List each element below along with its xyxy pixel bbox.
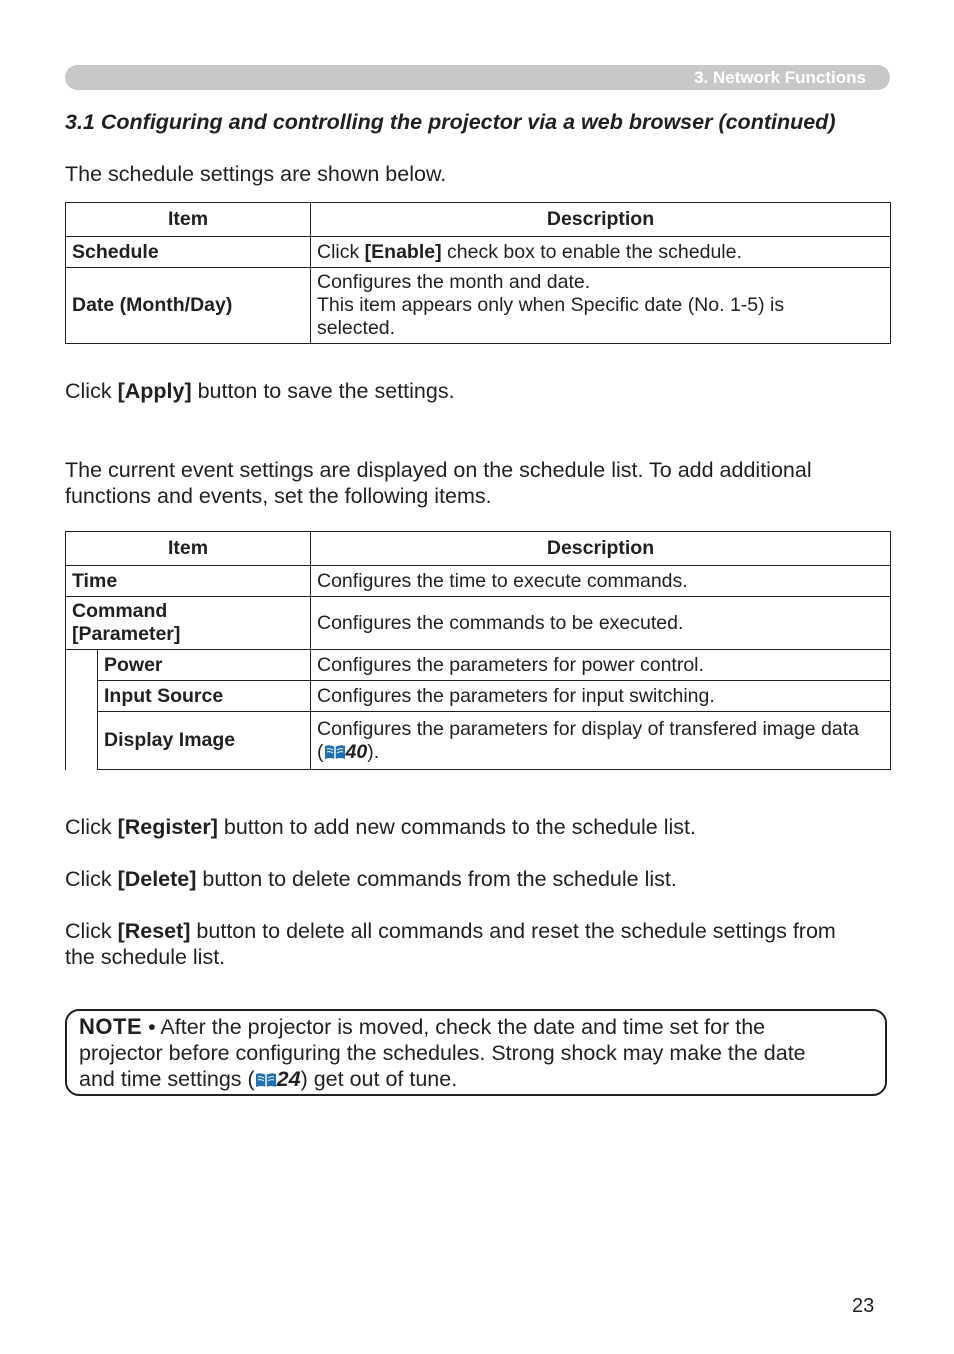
- row-desc-schedule: Click [Enable] check box to enable the schedule.: [311, 237, 891, 268]
- column-header-item: Item: [66, 532, 311, 566]
- book-icon: [255, 1072, 277, 1088]
- note-label: NOTE: [79, 1014, 143, 1039]
- table-row: [66, 597, 891, 650]
- table-row: [66, 681, 891, 712]
- table-row: [66, 650, 891, 681]
- note-box: [65, 1009, 887, 1096]
- table-header-row: [66, 532, 891, 566]
- delete-instruction: Click [Delete] button to delete commands from the schedule list.: [65, 867, 677, 891]
- indent-cell: [66, 650, 98, 770]
- column-header-description: Description: [311, 203, 891, 237]
- page-number: 23: [852, 1295, 875, 1317]
- column-header-description: Description: [311, 532, 891, 566]
- chapter-title: 3. Network Functions: [694, 68, 866, 87]
- current-events-text: The current event settings are displayed on the schedule list. To add additional functions and events, set the following items.: [65, 458, 812, 508]
- row-desc-power: Configures the parameters for power control.: [311, 650, 891, 681]
- row-item-display-image: Display Image: [98, 712, 311, 770]
- row-desc-command: Configures the commands to be executed.: [311, 597, 891, 650]
- event-items-table: [65, 531, 891, 770]
- row-desc-input-source: Configures the parameters for input switching.: [311, 681, 891, 712]
- row-item-time: Time: [66, 566, 311, 597]
- intro-text: The schedule settings are shown below.: [65, 162, 447, 186]
- row-desc-display-image: Configures the parameters for display of transfered image data ( 40).: [311, 712, 891, 770]
- reset-instruction: Click [Reset] button to delete all commands and reset the schedule settings from the schedule list.: [65, 919, 836, 969]
- book-icon: [324, 744, 346, 760]
- row-desc-time: Configures the time to execute commands.: [311, 566, 891, 597]
- row-item-date: Date (Month/Day): [66, 268, 311, 344]
- table-row: [66, 712, 891, 770]
- row-item-command: Command [Parameter]: [66, 597, 311, 650]
- register-instruction: Click [Register] button to add new commands to the schedule list.: [65, 815, 696, 839]
- column-header-item: Item: [66, 203, 311, 237]
- row-item-power: Power: [98, 650, 311, 681]
- row-desc-date: Configures the month and date. This item appears only when Specific date (No. 1-5) is selected.: [311, 268, 891, 344]
- table-header-row: [66, 203, 891, 237]
- chapter-header-bar: [65, 65, 890, 90]
- schedule-settings-table: [65, 202, 891, 344]
- section-title: 3.1 Configuring and controlling the projector via a web browser (continued): [65, 110, 836, 134]
- page-reference[interactable]: 24: [276, 1067, 301, 1091]
- row-item-input-source: Input Source: [98, 681, 311, 712]
- table-row: [66, 566, 891, 597]
- page-reference[interactable]: 40: [345, 740, 368, 763]
- table-row: [66, 237, 891, 268]
- apply-instruction: Click [Apply] button to save the settings.: [65, 379, 455, 403]
- table-row: [66, 268, 891, 344]
- note-text: NOTE • After the projector is moved, check the date and time set for the projector before configuring the schedules. Strong shock may make the date and time settings ( 24) get out of tune.: [79, 1014, 806, 1091]
- row-item-schedule: Schedule: [66, 237, 311, 268]
